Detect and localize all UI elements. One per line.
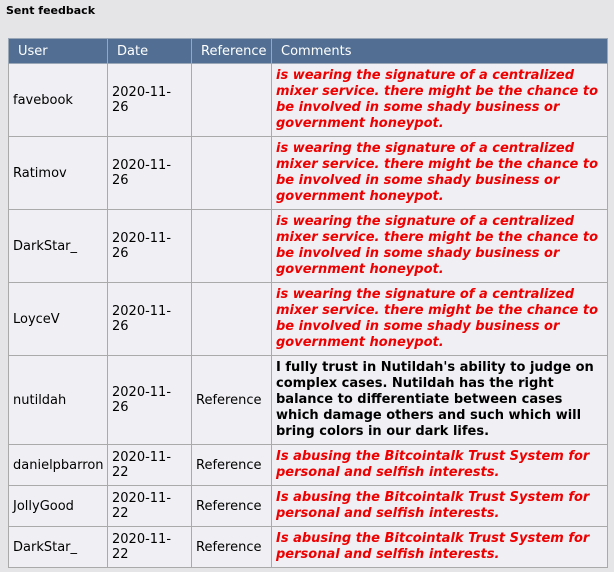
user-link[interactable]: DarkStar_ [9,210,108,283]
table-row [9,356,608,445]
table-row [9,137,608,210]
reference-link[interactable]: Reference [192,486,272,527]
date-cell: 2020-11-22 [108,527,192,568]
date-cell: 2020-11-22 [108,486,192,527]
table-row [9,64,608,137]
user-link[interactable]: Ratimov [9,137,108,210]
date-cell: 2020-11-26 [108,283,192,356]
date-cell: 2020-11-26 [108,64,192,137]
reference-link [192,283,272,356]
comment-cell: Is abusing the Bitcointalk Trust System for personal and selfish interests. [272,445,608,486]
page-title: Sent feedback [6,4,96,17]
comment-cell: is wearing the signature of a centralized mixer service. there might be the chance to be involved in some shady business or government honeypot. [272,137,608,210]
user-link[interactable]: favebook [9,64,108,137]
feedback-table [8,38,608,568]
reference-link [192,64,272,137]
date-cell: 2020-11-26 [108,356,192,445]
column-header-date[interactable]: Date [108,39,192,64]
table-row [9,210,608,283]
table-header-row [9,39,608,64]
comment-cell: is wearing the signature of a centralized mixer service. there might be the chance to be involved in some shady business or government honeypot. [272,283,608,356]
reference-link [192,137,272,210]
column-header-reference[interactable]: Reference [192,39,272,64]
column-header-user[interactable]: User [9,39,108,64]
reference-link [192,210,272,283]
comment-cell: Is abusing the Bitcointalk Trust System for personal and selfish interests. [272,527,608,568]
user-link[interactable]: JollyGood [9,486,108,527]
reference-link[interactable]: Reference [192,356,272,445]
comment-cell: I fully trust in Nutildah's ability to judge on complex cases. Nutildah has the right balance to differentiate between cases which damage others and such which will bring colors in our dark lifes. [272,356,608,445]
user-link[interactable]: nutildah [9,356,108,445]
comment-cell: is wearing the signature of a centralized mixer service. there might be the chance to be involved in some shady business or government honeypot. [272,210,608,283]
table-row [9,527,608,568]
date-cell: 2020-11-26 [108,210,192,283]
reference-link[interactable]: Reference [192,445,272,486]
date-cell: 2020-11-26 [108,137,192,210]
table-row [9,283,608,356]
reference-link[interactable]: Reference [192,527,272,568]
comment-cell: Is abusing the Bitcointalk Trust System for personal and selfish interests. [272,486,608,527]
date-cell: 2020-11-22 [108,445,192,486]
user-link[interactable]: danielpbarron [9,445,108,486]
comment-cell: is wearing the signature of a centralized mixer service. there might be the chance to be involved in some shady business or government honeypot. [272,64,608,137]
table-row [9,486,608,527]
table-row [9,445,608,486]
user-link[interactable]: DarkStar_ [9,527,108,568]
user-link[interactable]: LoyceV [9,283,108,356]
column-header-comments[interactable]: Comments [272,39,608,64]
